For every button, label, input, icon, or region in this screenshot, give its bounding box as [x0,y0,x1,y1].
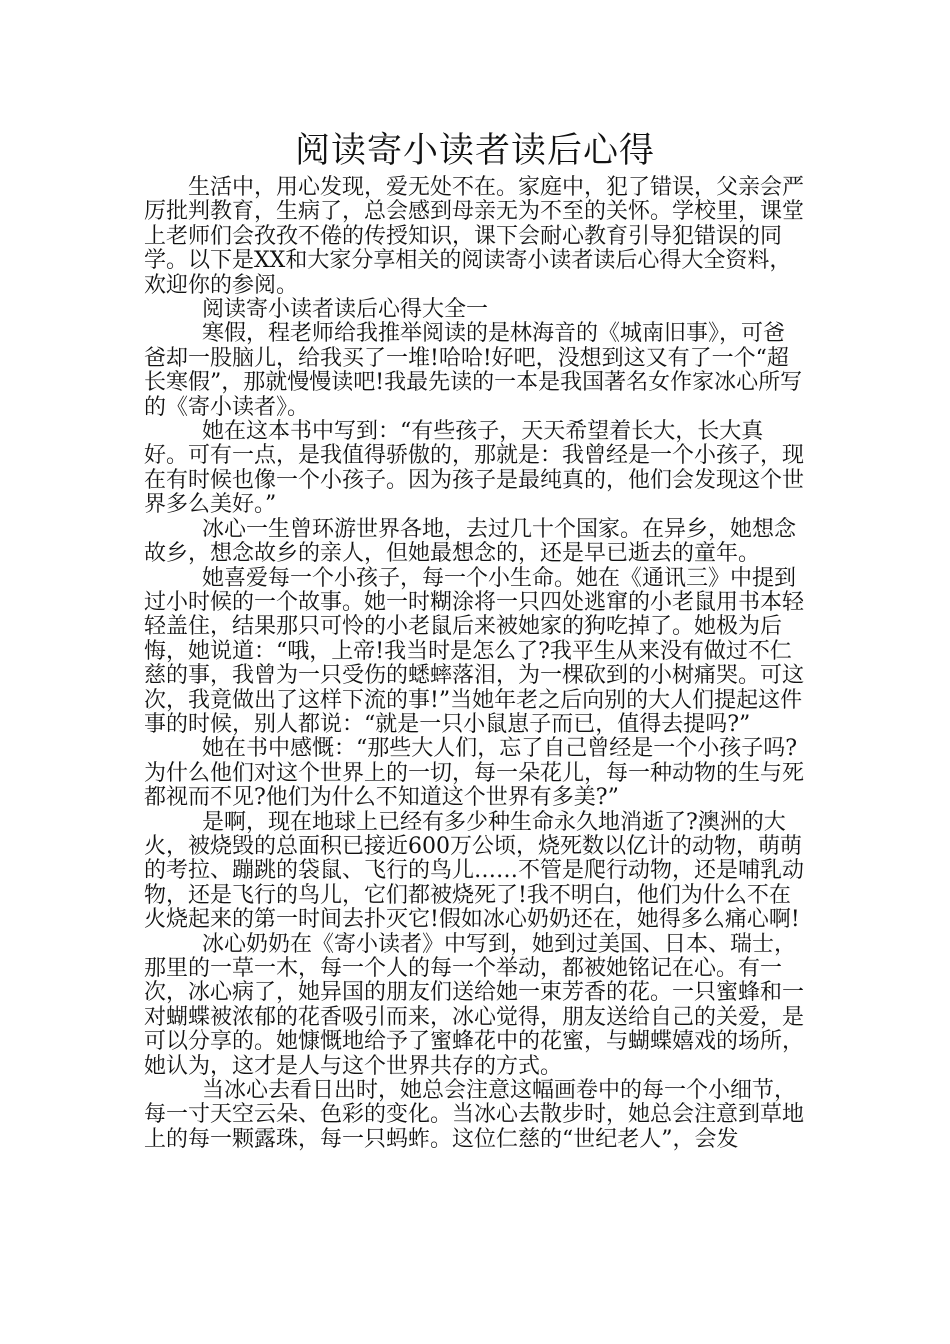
body-paragraph: 她在这本书中写到：“有些孩子，天天希望着长大，长大真好。可有一点，是我值得骄傲的，那就是：我曾经是一个小孩子，现在有时候也像一个小孩子。因为孩子是最纯真的，他们会发现这个世界多么美好。” [144,419,805,518]
body-paragraph: 她喜爱每一个小孩子，每一个小生命。她在《通讯三》中提到过小时候的一个故事。她一时糊涂将一只四处逃窜的小老鼠用书本轻轻盖住，结果那只可怜的小老鼠后来被她家的狗吃掉了。她极为后悔，她说道：“哦，上帝!我当时是怎么了?我平生从来没有做过不仁慈的事，我曾为一只受伤的蟋蟀落泪，为一棵砍到的小树痛哭。可这次，我竟做出了这样下流的事!”当她年老之后向别的大人们提起这件事的时候，别人都说：“就是一只小鼠崽子而已，值得去提吗?” [144,565,805,737]
body-paragraph: 是啊，现在地球上已经有多少种生命永久地消逝了?澳洲的大火，被烧毁的总面积已接近600万公顷，烧死数以亿计的动物，萌萌的考拉、蹦跳的袋鼠、飞行的鸟儿……不管是爬行动物，还是哺乳动物，还是飞行的鸟儿，它们都被烧死了!我不明白，他们为什么不在火烧起来的第一时间去扑灭它!假如冰心奶奶还在，她得多么痛心啊! [144,809,805,933]
body-paragraph: 冰心奶奶在《寄小读者》中写到，她到过美国、日本、瑞士，那里的一草一木，每一个人的每一个举动，都被她铭记在心。有一次，冰心病了，她异国的朋友们送给她一束芳香的花。一只蜜蜂和一对蝴蝶被浓郁的花香吸引而来，冰心觉得，朋友送给自己的关爱，是可以分享的。她慷慨地给予了蜜蜂花中的花蜜，与蝴蝶嬉戏的场所，她认为，这才是人与这个世界共存的方式。 [144,931,805,1079]
section-heading: 阅读寄小读者读后心得大全一 [202,297,489,323]
body-paragraph: 当冰心去看日出时，她总会注意这幅画卷中的每一个小细节，每一寸天空云朵、色彩的变化。当冰心去散步时，她总会注意到草地上的每一颗露珠，每一只蚂蚱。这位仁慈的“世纪老人”，会发 [144,1078,805,1152]
intro-paragraph: 生活中，用心发现，爱无处不在。家庭中，犯了错误，父亲会严厉批判教育，生病了，总会感到母亲无为不至的关怀。学校里，课堂上老师们会孜孜不倦的传授知识，课下会耐心教育引导犯错误的同学。以下是XX和大家分享相关的阅读寄小读者读后心得大全资料，欢迎你的参阅。 [144,175,805,298]
document-page [144,128,806,1152]
body-paragraph: 冰心一生曾环游世界各地，去过几十个国家。在异乡，她想念故乡，想念故乡的亲人，但她最想念的，还是早已逝去的童年。 [144,516,797,567]
body-paragraph: 寒假，程老师给我推举阅读的是林海音的《城南旧事》，可爸爸却一股脑儿，给我买了一堆!哈哈!好吧，没想到这又有了一个“超长寒假”，那就慢慢读吧!我最先读的一本是我国著名女作家冰心所写的《寄小读者》。 [144,321,803,420]
body-paragraph: 她在书中感慨：“那些大人们，忘了自己曾经是一个小孩子吗?为什么他们对这个世界上的一切，每一朵花儿，每一种动物的生与死都视而不见?他们为什么不知道这个世界有多美?” [144,736,805,811]
document-title: 阅读寄小读者读后心得 [294,131,655,171]
